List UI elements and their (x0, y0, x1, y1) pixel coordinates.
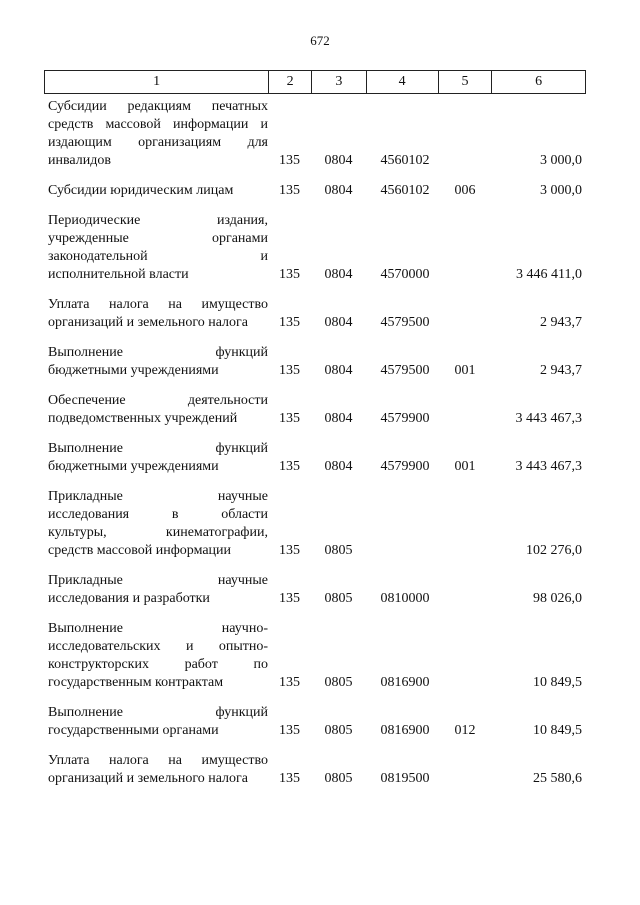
table-row (44, 392, 586, 428)
row-col-4: 4570000 (380, 267, 430, 282)
row-description (44, 212, 268, 284)
row-description (44, 182, 268, 200)
row-col-6: 25 580,6 (533, 771, 582, 786)
row-col-5: 012 (454, 723, 476, 738)
description-line: учрежденные органами (48, 231, 268, 246)
description-line: Субсидии юридическим лицам (48, 183, 234, 198)
row-col-2: 135 (279, 771, 300, 786)
description-line: законодательной и (48, 249, 268, 264)
description-line: Прикладные научные (48, 573, 268, 588)
row-col-6: 10 849,5 (533, 675, 582, 690)
description-line: бюджетными учреждениями (48, 459, 219, 474)
row-col-4: 4560102 (380, 183, 430, 198)
header-col-1: 1 (153, 74, 161, 89)
table-row (44, 212, 586, 284)
row-col-6: 2 943,7 (540, 363, 582, 378)
row-col-6: 3 000,0 (540, 153, 582, 168)
row-description (44, 392, 268, 428)
row-col-4: 0819500 (380, 771, 430, 786)
row-col-5: 006 (454, 183, 476, 198)
description-line: государственными органами (48, 723, 219, 738)
row-col-3: 0804 (324, 315, 353, 330)
row-col-4: 0816900 (380, 675, 430, 690)
description-line: государственным контрактам (48, 675, 224, 690)
table-header (44, 70, 586, 94)
description-line: издающим организациям для (48, 135, 268, 150)
row-col-2: 135 (279, 675, 300, 690)
description-line: Обеспечение деятельности (48, 393, 268, 408)
description-line: Уплата налога на имущество (48, 753, 268, 768)
row-col-4: 4579500 (380, 315, 430, 330)
description-line: Уплата налога на имущество (48, 297, 268, 312)
row-col-3: 0805 (324, 723, 353, 738)
header-col-2: 2 (268, 71, 311, 93)
row-col-6: 3 446 411,0 (516, 267, 582, 282)
description-line: организаций и земельного налога (48, 771, 248, 786)
table-row (44, 344, 586, 380)
row-col-4: 4579500 (380, 363, 430, 378)
row-col-2: 135 (279, 591, 300, 606)
row-description (44, 344, 268, 380)
row-col-6: 98 026,0 (533, 591, 582, 606)
row-col-6: 3 000,0 (540, 183, 582, 198)
table-row (44, 752, 586, 788)
row-col-3: 0804 (324, 459, 353, 474)
header-col-5: 5 (438, 71, 492, 93)
row-col-2: 135 (279, 459, 300, 474)
table-row (44, 440, 586, 476)
header-col-3: 3 (311, 71, 366, 93)
row-description (44, 704, 268, 740)
table-row (44, 296, 586, 332)
row-description (44, 572, 268, 608)
row-col-4: 4579900 (380, 459, 430, 474)
description-line: Выполнение функций (48, 441, 268, 456)
description-line: Выполнение научно- (48, 621, 268, 636)
row-col-2: 135 (279, 153, 300, 168)
table-row (44, 98, 586, 170)
row-col-3: 0805 (324, 675, 353, 690)
description-line: бюджетными учреждениями (48, 363, 219, 378)
table-row (44, 620, 586, 692)
description-line: исполнительной власти (48, 267, 189, 282)
row-col-6: 2 943,7 (540, 315, 582, 330)
row-col-2: 135 (279, 183, 300, 198)
description-line: исследовательских и опытно- (48, 639, 268, 654)
row-col-3: 0805 (324, 543, 353, 558)
row-col-3: 0804 (324, 153, 353, 168)
row-description (44, 488, 268, 560)
description-line: Периодические издания, (48, 213, 268, 228)
description-line: исследования и разработки (48, 591, 210, 606)
table-body (44, 94, 586, 788)
row-col-2: 135 (279, 543, 300, 558)
row-col-5: 001 (454, 459, 476, 474)
row-col-4: 0816900 (380, 723, 430, 738)
row-col-3: 0804 (324, 411, 353, 426)
page-number: 672 (310, 33, 330, 48)
row-col-4: 4579900 (380, 411, 430, 426)
row-col-6: 10 849,5 (533, 723, 582, 738)
row-col-3: 0804 (324, 183, 353, 198)
row-description (44, 752, 268, 788)
row-col-5: 001 (454, 363, 476, 378)
description-line: инвалидов (48, 153, 111, 168)
description-line: конструкторских работ по (48, 657, 268, 672)
description-line: исследования в области (48, 507, 268, 522)
row-col-3: 0805 (324, 771, 353, 786)
table-row (44, 572, 586, 608)
description-line: Выполнение функций (48, 345, 268, 360)
row-col-4: 0810000 (380, 591, 430, 606)
description-line: культуры, кинематографии, (48, 525, 268, 540)
row-col-2: 135 (279, 411, 300, 426)
row-col-2: 135 (279, 363, 300, 378)
row-col-2: 135 (279, 315, 300, 330)
row-col-6: 3 443 467,3 (515, 411, 582, 426)
row-col-2: 135 (279, 267, 300, 282)
table-row (44, 488, 586, 560)
row-description (44, 98, 268, 170)
description-line: Выполнение функций (48, 705, 268, 720)
row-col-4: 4560102 (380, 153, 430, 168)
row-col-3: 0805 (324, 591, 353, 606)
header-col-6: 6 (491, 71, 585, 93)
row-col-6: 102 276,0 (526, 543, 582, 558)
description-line: средств массовой информации и (48, 117, 268, 132)
description-line: Прикладные научные (48, 489, 268, 504)
table-row (44, 704, 586, 740)
description-line: Субсидии редакциям печатных (48, 99, 268, 114)
header-col-4: 4 (366, 71, 438, 93)
row-description (44, 296, 268, 332)
row-description (44, 620, 268, 692)
description-line: подведомственных учреждений (48, 411, 238, 426)
row-col-2: 135 (279, 723, 300, 738)
description-line: организаций и земельного налога (48, 315, 248, 330)
table-row (44, 182, 586, 200)
row-col-6: 3 443 467,3 (515, 459, 582, 474)
description-line: средств массовой информации (48, 543, 232, 558)
row-description (44, 440, 268, 476)
row-col-3: 0804 (324, 363, 353, 378)
row-col-3: 0804 (324, 267, 353, 282)
